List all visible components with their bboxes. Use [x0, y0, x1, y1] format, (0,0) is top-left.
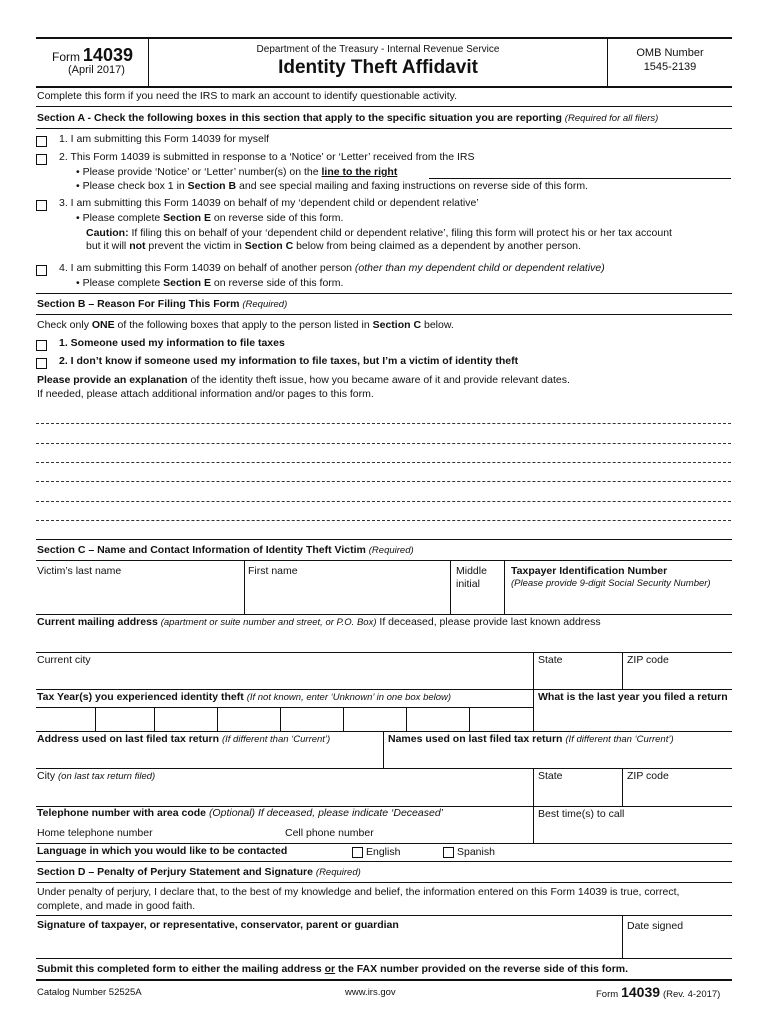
section-a-item-1: 1. I am submitting this Form 14039 for myself [59, 133, 270, 145]
section-d-heading: Section D – Penalty of Perjury Statement and Signature (Required) [37, 866, 361, 878]
current-city-label: Current city [37, 654, 91, 666]
last-name-label: Victim’s last name [37, 565, 122, 577]
zip-label: ZIP code [627, 654, 669, 666]
section-b-checkbox-2[interactable] [36, 358, 47, 369]
tax-year-box-8[interactable] [470, 708, 533, 731]
catalog-number: Catalog Number 52525A [37, 987, 142, 998]
line-to-the-right-link: line to the right [321, 166, 398, 178]
english-label: English [366, 846, 401, 858]
state-field[interactable] [534, 653, 622, 689]
first-name-field[interactable] [245, 561, 450, 614]
last-return-state-label: State [538, 770, 563, 782]
tax-year-box-1[interactable] [36, 708, 95, 731]
section-a-checkbox-4[interactable] [36, 265, 47, 276]
explanation-line-5[interactable] [36, 501, 731, 502]
notice-number-line[interactable] [429, 178, 731, 179]
section-a-checkbox-1[interactable] [36, 136, 47, 147]
tax-year-box-4[interactable] [218, 708, 280, 731]
explanation-prompt: Please provide an explanation of the identity theft issue, how you became aware of it and provide relevant dates. [37, 374, 570, 386]
explanation-line-2[interactable] [36, 443, 731, 444]
english-checkbox[interactable] [352, 847, 363, 858]
signature-field[interactable] [36, 916, 622, 958]
date-signed-label: Date signed [627, 920, 684, 932]
tax-year-box-6[interactable] [344, 708, 406, 731]
state-label: State [538, 654, 563, 666]
best-time-field[interactable] [534, 807, 732, 843]
section-a-item-2-bullet-2: • Please check box 1 in Section B and see special mailing and faxing instructions on reverse side of this form. [76, 180, 589, 192]
spanish-label: Spanish [457, 846, 495, 858]
section-a-heading: Section A - Check the following boxes in this section that apply to the specific situation you are reporting (Required for all filers) [37, 112, 659, 124]
zip-field[interactable] [623, 653, 732, 689]
current-city-field[interactable] [36, 653, 533, 689]
tax-year-box-7[interactable] [407, 708, 469, 731]
section-a-item-2-bullet-1: • Please provide ‘Notice’ or ‘Letter’ number(s) on the line to the right [76, 166, 398, 178]
section-c-heading: Section C – Name and Contact Information of Identity Theft Victim (Required) [37, 544, 414, 556]
explanation-prompt-2: If needed, please attach additional information and/or pages to this form. [37, 388, 374, 400]
section-a-item-2: 2. This Form 14039 is submitted in response to a ‘Notice’ or ‘Letter’ received from the IRS [59, 151, 475, 163]
tax-year-box-2[interactable] [96, 708, 154, 731]
last-return-city-field[interactable] [36, 769, 533, 806]
section-a-checkbox-3[interactable] [36, 200, 47, 211]
form-date: (April 2017) [68, 64, 125, 76]
section-a-item-4-bullet-1: • Please complete Section E on reverse side of this form. [76, 277, 344, 289]
home-phone-field[interactable] [36, 824, 283, 843]
last-name-field[interactable] [36, 561, 244, 614]
form-label: Form [52, 50, 80, 64]
date-signed-field[interactable] [623, 916, 732, 958]
last-year-filed-label: What is the last year you filed a return [538, 691, 728, 703]
explanation-line-6[interactable] [36, 520, 731, 521]
telephone-label: Telephone number with area code (Optional) If deceased, please indicate ‘Deceased’ [37, 807, 443, 819]
submit-instructions: Submit this completed form to either the mailing address or the FAX number provided on the reverse side of this form. [37, 963, 629, 975]
last-return-zip-field[interactable] [623, 769, 732, 806]
signature-label: Signature of taxpayer, or representative, conservator, parent or guardian [37, 919, 399, 931]
best-time-label: Best time(s) to call [538, 808, 625, 820]
footer-form-id: Form 14039 (Rev. 4-2017) [596, 984, 721, 1000]
caution-text: Caution: If filing this on behalf of your ‘dependent child or dependent relative’, filing this form will protect his or her tax account [86, 227, 672, 239]
omb-number: 1545-2139 [643, 61, 697, 73]
section-b-option-2: 2. I don’t know if someone used my information to file taxes, but I’m a victim of identity theft [59, 355, 519, 367]
website: www.irs.gov [345, 987, 396, 998]
explanation-line-4[interactable] [36, 481, 731, 482]
home-phone-label: Home telephone number [37, 827, 153, 839]
last-return-names-label: Names used on last filed tax return (If different than ‘Current’) [388, 733, 674, 745]
mailing-address-field[interactable] [36, 615, 732, 652]
tax-year-box-3[interactable] [155, 708, 217, 731]
intro-text: Complete this form if you need the IRS to mark an account to identify questionable activity. [37, 90, 458, 102]
last-return-zip-label: ZIP code [627, 770, 669, 782]
first-name-label: First name [248, 565, 298, 577]
spanish-checkbox[interactable] [443, 847, 454, 858]
last-return-address-label: Address used on last filed tax return (If different than ‘Current’) [37, 733, 331, 745]
cell-phone-label: Cell phone number [285, 827, 374, 839]
section-a-checkbox-2[interactable] [36, 154, 47, 165]
last-return-address-field[interactable] [36, 732, 383, 768]
section-b-checkbox-1[interactable] [36, 340, 47, 351]
tax-year-box-5[interactable] [281, 708, 343, 731]
perjury-statement-2: complete, and made in good faith. [37, 900, 196, 912]
form-number: 14039 [82, 45, 133, 65]
form-title: Identity Theft Affidavit [278, 57, 478, 78]
section-b-heading: Section B – Reason For Filing This Form (Required) [37, 298, 288, 310]
explanation-line-1[interactable] [36, 423, 731, 424]
middle-initial-field[interactable] [451, 561, 504, 614]
caution-text-2: but it will not prevent the victim in Section C below from being claimed as a dependent by another person. [86, 240, 581, 252]
tax-years-label: Tax Year(s) you experienced identity theft (If not known, enter ‘Unknown’ in one box below) [37, 691, 452, 703]
section-a-item-3: 3. I am submitting this Form 14039 on behalf of my ‘dependent child or dependent relative’ [59, 197, 479, 209]
tin-note: (Please provide 9-digit Social Security Number) [511, 578, 711, 589]
agency-name: Department of the Treasury - Internal Revenue Service [256, 44, 500, 55]
middle-initial-label-2: initial [456, 578, 480, 590]
middle-initial-label-1: Middle [456, 565, 487, 577]
last-return-state-field[interactable] [534, 769, 622, 806]
last-return-city-label: City (on last tax return filed) [37, 770, 156, 782]
tin-label: Taxpayer Identification Number [511, 565, 668, 577]
omb-label: OMB Number [636, 47, 704, 59]
perjury-statement-1: Under penalty of perjury, I declare that, to the best of my knowledge and belief, the information entered on this Form 14039 is true, correct, [37, 886, 680, 898]
section-b-instructions: Check only ONE of the following boxes that apply to the person listed in Section C below. [37, 319, 454, 331]
cell-phone-field[interactable] [284, 824, 533, 843]
last-return-names-field[interactable] [384, 732, 732, 768]
last-year-filed-field[interactable] [534, 708, 732, 731]
section-a-item-4: 4. I am submitting this Form 14039 on behalf of another person (other than my dependent child or dependent relative) [59, 262, 605, 274]
section-b-option-1: 1. Someone used my information to file taxes [59, 337, 285, 349]
language-label: Language in which you would like to be contacted [37, 845, 288, 857]
tin-field[interactable] [505, 561, 732, 614]
explanation-line-3[interactable] [36, 462, 731, 463]
section-a-item-3-bullet-1: • Please complete Section E on reverse side of this form. [76, 212, 344, 224]
mailing-address-label: Current mailing address (apartment or suite number and street, or P.O. Box) If deceased, please provide last known address [37, 616, 601, 628]
